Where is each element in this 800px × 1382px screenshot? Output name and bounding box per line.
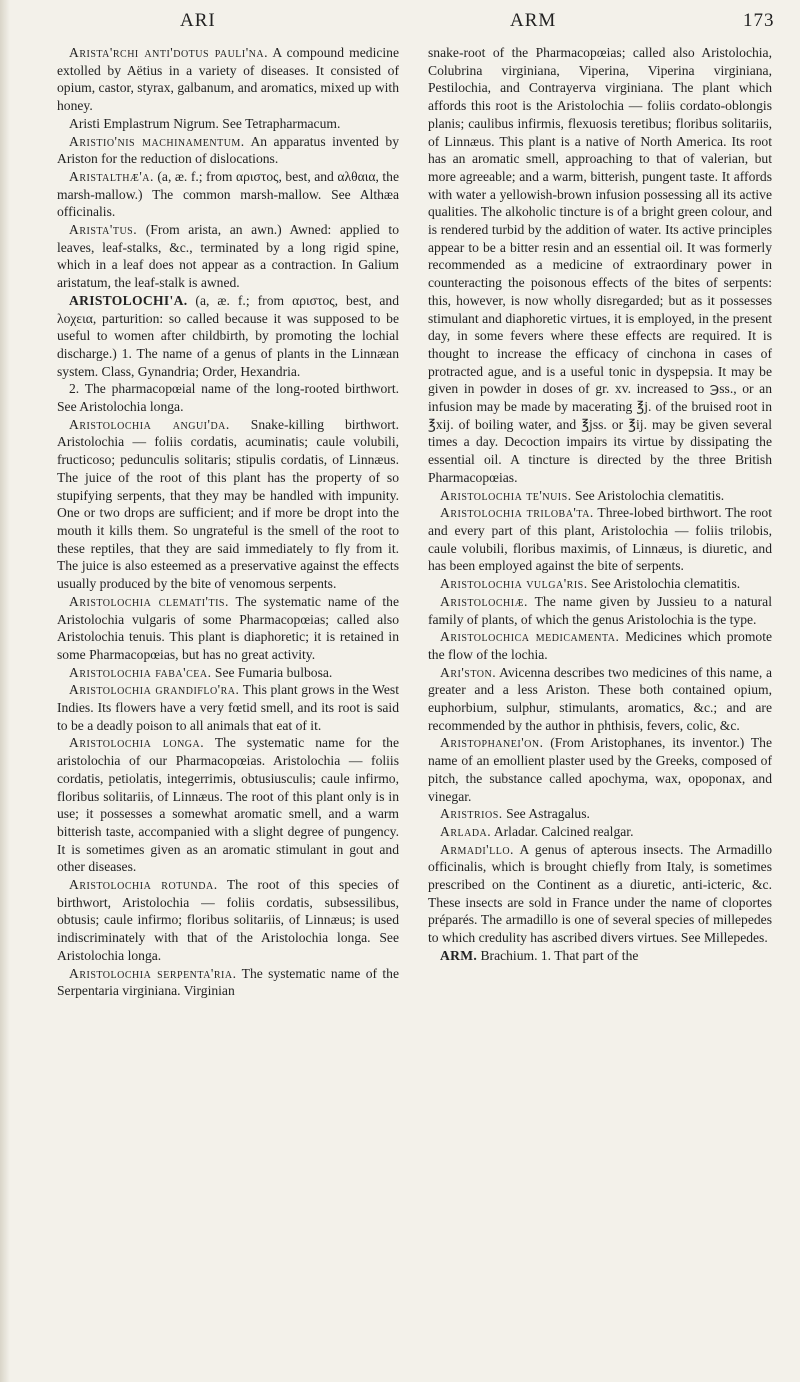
entry-text: See Astragalus. xyxy=(502,806,590,822)
entry-headword: ARISTOLOCHI'A. xyxy=(69,292,188,308)
entry-text: This plant grows in the West Indies. Its flowers have a very fœtid smell, and its root is said to be a deadly poison to all animals that eat of it. xyxy=(57,682,400,733)
entry-text: A compound medicine extolled by Aëtius in a variety of diseases. It consisted of opium, castor, styrax, galbanum, and aromatics, mixed up with honey. xyxy=(57,45,399,114)
dictionary-entry xyxy=(428,805,772,823)
entry-text: See Aristolochia clematitis. xyxy=(571,487,725,503)
dictionary-entry xyxy=(57,115,399,133)
entry-text: See Aristolochia clematitis. xyxy=(587,576,741,592)
running-head-center: ARM xyxy=(510,10,557,31)
dictionary-entry xyxy=(57,681,399,734)
dictionary-entry xyxy=(57,876,399,965)
dictionary-entry xyxy=(57,734,399,876)
entry-headword: ARM. xyxy=(440,947,478,963)
running-head xyxy=(0,10,800,40)
entry-text: 2. The pharmacopœial name of the long-rooted birthwort. See Aristolochia longa. xyxy=(57,381,399,415)
dictionary-entry xyxy=(57,44,399,115)
entry-headword: Aristophanei'on. xyxy=(440,735,544,751)
entry-text: Medicines which promote the flow of the lochia. xyxy=(428,629,772,662)
dictionary-entry xyxy=(428,487,772,505)
entry-headword: Aristolochia vulga'ris. xyxy=(440,576,588,592)
entry-text: (From Aristophanes, its inventor.) The name of an emollient plaster used by the Greeks, composed of pitch, the substance called apochyma, wax, opoponax, and vinegar. xyxy=(428,735,772,804)
entry-headword: Aristolochia triloba'ta. xyxy=(440,505,594,521)
entry-text: The root of this species of birthwort, Aristolochia — foliis cordatis, subsessilibus, obtusis; caule infirmo; floribus solitariis, of Linnæus; is used indiscriminately with that of the Aristolochia longa. See Aristolochia longa. xyxy=(57,877,399,963)
dictionary-entry xyxy=(428,823,772,841)
page-number: 173 xyxy=(743,10,775,31)
entry-headword: Arlada. xyxy=(440,823,492,839)
dictionary-entry xyxy=(428,947,772,965)
entry-text: The name given by Jussieu to a natural family of plants, of which the genus Aristolochia is the type. xyxy=(428,593,772,627)
dictionary-entry xyxy=(57,221,399,292)
entry-headword: Aristolochia longa. xyxy=(69,735,205,751)
entry-headword: Aristio'nis machinamentum. xyxy=(69,133,245,149)
left-column xyxy=(57,44,399,1000)
dictionary-entry xyxy=(428,734,772,805)
entry-text: The systematic name for the aristolochia of our Pharmacopœias. Aristolochia — foliis cordatis, petiolatis, integerrimis, obtusiusculis; caule infirmo, floribus solitariis, of Linnæus. The root of this plant only is in use; it possesses a somewhat aromatic smell, and a warm bitterish taste, accompanied with a slight degree of pungency. It is sometimes given as an aromatic stimulant in gout and other diseases. xyxy=(57,735,399,875)
entry-headword: Aristolochica medicamenta. xyxy=(440,629,620,645)
dictionary-entry xyxy=(428,504,772,575)
entry-headword: Aristolochia rotunda. xyxy=(69,877,218,893)
running-head-left: ARI xyxy=(180,10,216,31)
dictionary-entry xyxy=(57,416,399,593)
entry-text: Snake-killing birthwort. Aristolochia — foliis cordatis, acuminatis; caule volubili, fructicoso; pedunculis solitaris; stipulis cordatis, of Linnæus. The juice of the root of this plant has the property of so stupifying serpents, that they may be handled with impunity. One or two drops are sufficient; and if more be dropt into the mouth it kills them. So ungrateful is the smell of the root to these reptiles, that they are said immediately to fly from it. The juice is also esteemed as a preservative against the effects usually produced by the bite of venomous serpents. xyxy=(57,416,399,592)
entry-text: Avicenna describes two medicines of this name, a greater and a less Ariston. These both contained opium, euphorbium, sulphur, stimulants, aromatics, &c.; and are recommended by the author in phthisis, fevers, colic, &c. xyxy=(428,664,772,733)
binding-shadow xyxy=(0,0,10,1382)
dictionary-entry xyxy=(428,628,772,663)
dictionary-entry xyxy=(428,44,772,487)
entry-text: (a, æ. f.; from αριστος, best, and αλθαια, the marsh-mallow.) The common marsh-mallow. See Althæa officinalis. xyxy=(57,168,399,220)
entry-headword: Aristalthæ'a. xyxy=(69,168,154,184)
entry-text: Arladar. Calcined realgar. xyxy=(491,823,634,839)
entry-text: (a, æ. f.; from αριστος, best, and λοχεια, parturition: so called because it was supposed to be useful to women after childbirth, by promoting the lochial discharge.) 1. The name of a genus of plants in the Linnæan system. Class, Gynandria; Order, Hexandria. xyxy=(57,292,399,379)
entry-text: Brachium. 1. That part of the xyxy=(477,947,639,963)
entry-headword: Aristolochia te'nuis. xyxy=(440,487,572,503)
dictionary-entry xyxy=(428,664,772,735)
entry-headword: Aristolochia serpenta'ria. xyxy=(69,965,237,981)
entry-text: Aristi Emplastrum Nigrum. See Tetrapharmacum. xyxy=(69,115,341,131)
entry-headword: Aristolochia grandiflo'ra. xyxy=(69,682,240,698)
dictionary-entry xyxy=(57,593,399,664)
right-column xyxy=(428,44,772,965)
dictionary-entry xyxy=(57,664,399,682)
entry-headword: Arista'rchi anti'dotus pauli'na. xyxy=(69,45,269,60)
entry-headword: Aristolochia faba'cea. xyxy=(69,664,212,680)
entry-headword: Arista'tus. xyxy=(69,222,138,238)
entry-text: Three-lobed birthwort. The root and every part of this plant, Aristolochia — foliis trilobis, caule volubili, floribus maximis, of Linnæus, is diuretic, and has been employed against the bite of serpents. xyxy=(428,505,772,574)
entry-text: snake-root of the Pharmacopœias; called also Aristolochia, Colubrina virginiana, Viperina, Viperina virginiana, Pestilochia, and Contrayerva virginiana. The plant which affords this root is the Aristolochia — foliis cordato-oblongis planis; caulibus infirmis, flexuosis teretibus; floribus solitariis, of Linnæus. This plant is a native of North America. Its root has an aromatic smell, approaching to that of valerian, but more agreeable; and a warm, bitterish, pungent taste. It affords with water a yellowish-brown infusion possessing all its active qualities. The alkoholic tincture is of a bright green colour, and is rendered turbid by the addition of water. Its active principles appear to be a bitter resin and an essential oil. It was formerly recommended as a medicine of extraordinary power in counteracting the poisonous effects of the bites of serpents: this, however, is now wholly disregarded; but as it possesses stimulant and diaphoretic virtues, it is employed, in the present day, in some fevers where these effects are required. It is thought to increase the efficacy of cinchona in cases of protracted ague, and is a useful tonic in dyspepsia. It may be given in powder in doses of gr. xv. increased to ℈ss., or an infusion may be made by macerating ℥j. of the bruised root in ℥xij. of boiling water, and ℥jss. or ℥ij. may be given several times a day. Decoction impairs its virtue by dissipating the essential oil. A tincture is directed by the three British Pharmacopœias. xyxy=(428,45,772,485)
entry-text: The systematic name of the Serpentaria virginiana. Virginian xyxy=(57,965,400,999)
entry-headword: Armadi'llo. xyxy=(440,841,514,857)
entry-text: (From arista, an awn.) Awned: applied to leaves, leaf-stalks, &c., terminated by a long rigid spine, which in a leaf does not appear as a contraction. In Galium aristatum, the leaf-stalk is awned. xyxy=(57,222,399,291)
dictionary-entry xyxy=(57,380,399,415)
dictionary-entry xyxy=(57,965,399,1000)
entry-text: The systematic name of the Aristolochia vulgaris of some Pharmacopœias; called also Aristolochia tenuis. This plant is diaphoretic; it is retained in some Pharmacopœias, but has no great activity. xyxy=(57,593,399,662)
entry-text: An apparatus invented by Ariston for the reduction of dislocations. xyxy=(57,133,400,167)
entry-text: See Fumaria bulbosa. xyxy=(211,664,333,680)
dictionary-entry xyxy=(57,133,399,168)
entry-headword: Aristolochiæ. xyxy=(440,593,528,609)
dictionary-entry xyxy=(57,292,399,381)
entry-text: A genus of apterous insects. The Armadillo officinalis, which is brought chiefly from Italy, is sometimes prescribed on the Continent as a diuretic, anti-icteric, &c. These insects are sold in France under the name of cloportes préparés. The armadillo is one of several species of millepedes to which credulity has ascribed divers virtues. See Millepedes. xyxy=(428,841,772,946)
dictionary-entry xyxy=(57,168,399,221)
dictionary-entry xyxy=(428,575,772,593)
entry-headword: Ari'ston. xyxy=(440,664,497,680)
entry-headword: Aristolochia angui'da. xyxy=(69,416,230,432)
dictionary-entry xyxy=(428,593,772,628)
entry-headword: Aristolochia clemati'tis. xyxy=(69,593,229,609)
dictionary-entry xyxy=(428,841,772,947)
entry-headword: Aristrios. xyxy=(440,806,503,822)
